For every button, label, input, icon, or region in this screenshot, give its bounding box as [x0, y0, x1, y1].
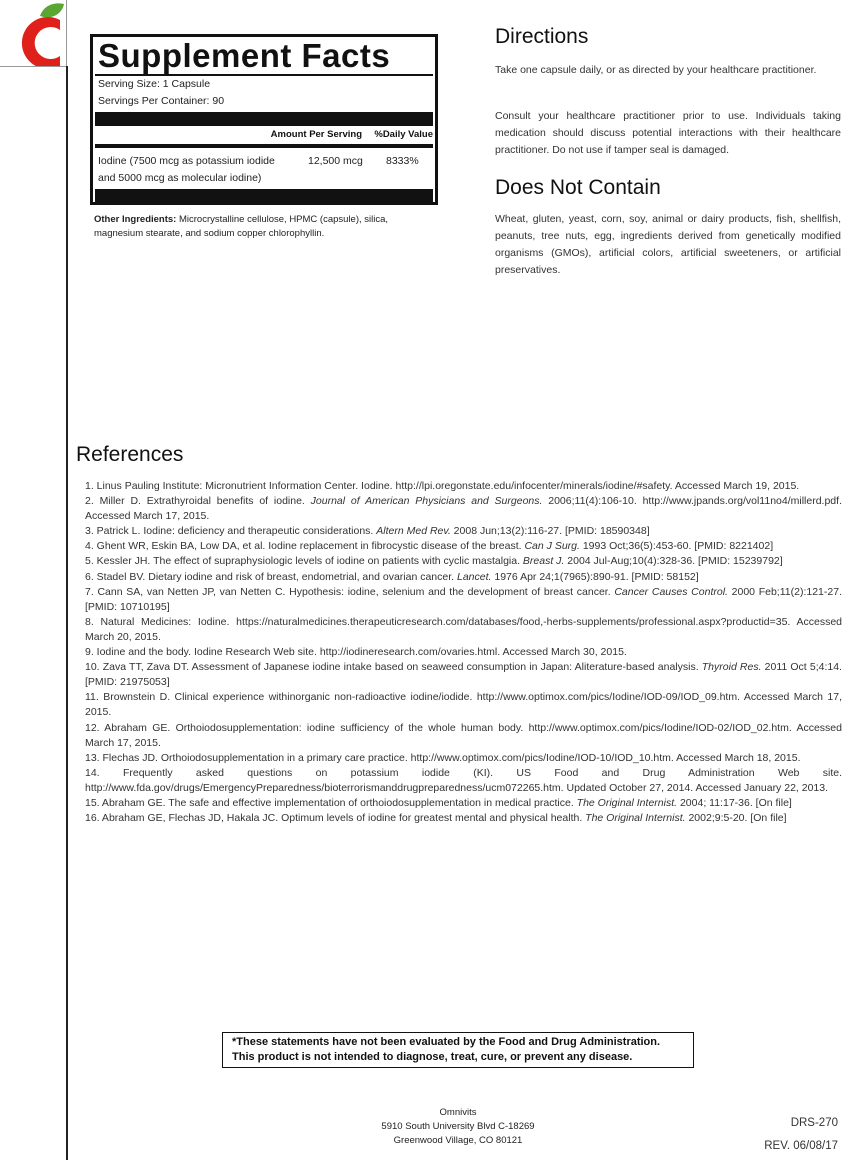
supplement-facts-title: Supplement Facts [98, 37, 391, 74]
brand-logo [0, 0, 67, 67]
reference-item: 6. Stadel BV. Dietary iodine and risk of breast, endometrial, and ovarian cancer. Lancet. 1976 Apr 24;1(7965):890-91. [PMID: 58152] [85, 570, 699, 583]
reference-item: 9. Iodine and the body. Iodine Research Web site. http://iodineresearch.com/ovaries.html. Accessed March 30, 2015. [85, 646, 627, 659]
ingredient-amount: 12,500 mcg [308, 155, 363, 167]
reference-item: 1. Linus Pauling Institute: Micronutrient Information Center. Iodine. http://lpi.oregonstate.edu/infocenter/minerals/iodine/#safety. Accessed March 19, 2015. [85, 480, 800, 492]
header-daily-value: %Daily Value [374, 129, 433, 140]
apple-logo-icon [0, 0, 66, 66]
reference-item: 11. Brownstein D. Clinical experience withinorganic non-radioactive iodine/iodide. http://www.optimox.com/pics/Iodine/IOD-09/IOD_09.htm. Accessed March 17, 2015. [85, 691, 842, 719]
thick-divider [95, 189, 433, 203]
disclaimer-line-2: This product is not intended to diagnose, treat, cure, or prevent any disease. [232, 1051, 633, 1063]
directions-heading: Directions [495, 25, 589, 48]
servings-per-container: Servings Per Container: 90 [98, 95, 225, 107]
references-heading: References [76, 443, 184, 466]
reference-item: 15. Abraham GE. The safe and effective implementation of orthoiodosupplementation in medical practice. The Original Internist. 2004; 11:17-36. [On file] [85, 796, 792, 809]
left-margin-rule [66, 66, 68, 1160]
other-ingredients-text: Microcrystalline cellulose, HPMC (capsule), silica, magnesium stearate, and sodium copper chlorophyllin. [94, 214, 389, 239]
ingredient-name-continued: and 5000 mcg as molecular iodine) [98, 172, 262, 184]
directions-text: Take one capsule daily, or as directed by your healthcare practitioner. [495, 64, 817, 76]
revision-date: REV. 06/08/17 [764, 1140, 838, 1152]
reference-item: 8. Natural Medicines: Iodine. https://naturalmedicines.therapeuticresearch.com/databases/food,-herbs-supplements/professional.aspx?productid=35. Accessed March 20, 2015. [85, 615, 842, 643]
document-code: DRS-270 [790, 1117, 838, 1129]
references-list [85, 479, 842, 826]
company-name: Omnivits [439, 1107, 477, 1118]
reference-item: 13. Flechas JD. Orthoiodosupplementation in a primary care practice. http://www.optimox.com/pics/Iodine/IOD-10/IOD_10.htm. Accessed March 18, 2015. [85, 751, 801, 764]
divider [95, 74, 433, 76]
reference-item: 10. Zava TT, Zava DT. Assessment of Japanese iodine intake based on seaweed consumption in Japan: Aliterature-based analysis. Thyroid Res. 2011 Oct 5;4:14. [PMID: 21975053] [85, 661, 842, 689]
disclaimer-line-1: *These statements have not been evaluated by the Food and Drug Administration. [232, 1036, 661, 1048]
serving-size: Serving Size: 1 Capsule [98, 78, 211, 90]
ingredient-name: Iodine (7500 mcg as potassium iodide [98, 155, 275, 167]
reference-item: 3. Patrick L. Iodine: deficiency and therapeutic considerations. Altern Med Rev. 2008 Jun;13(2):116-27. [PMID: 18590348] [85, 525, 650, 538]
reference-item: 5. Kessler JH. The effect of supraphysiologic levels of iodine on patients with cyclic mastalgia. Breast J. 2004 Jul-Aug;10(4):328-36. [PMID: 15239792] [85, 555, 783, 568]
thick-divider [95, 112, 433, 126]
fda-disclaimer [222, 1032, 694, 1068]
consult-text: Consult your healthcare practitioner prior to use. Individuals taking medication should discuss potential interactions with their healthcare practitioner. Do not use if tamper seal is damaged. [495, 110, 841, 156]
does-not-contain-text: Wheat, gluten, yeast, corn, soy, animal or dairy products, fish, shellfish, peanuts, tree nuts, egg, ingredients derived from genetically modified organisms (GMOs), artificial colors, artificial sweeteners, or artificial preservatives. [495, 213, 841, 276]
reference-item: 12. Abraham GE. Orthoiodosupplementation: iodine sufficiency of the whole human body. http://www.optimox.com/pics/Iodine/IOD-02/IOD_02.htm. Accessed March 17, 2015. [85, 721, 842, 749]
other-ingredients-label: Other Ingredients: [94, 214, 177, 225]
reference-item: 16. Abraham GE, Flechas JD, Hakala JC. Optimum levels of iodine for greatest mental and physical health. The Original Internist. 2002;9:5-20. [On file] [85, 812, 787, 825]
reference-item: 4. Ghent WR, Eskin BA, Low DA, et al. Iodine replacement in fibrocystic disease of the breast. Can J Surg. 1993 Oct;36(5):453-60. [PMID: 8221402] [85, 540, 774, 553]
reference-item: 2. Miller D. Extrathyroidal benefits of iodine. Journal of American Physicians and Surgeons. 2006;11(4):106-10. http://www.jpands.org/vol11no4/millerd.pdf. Accessed March 17, 2015. [85, 495, 842, 523]
city-address: Greenwood Village, CO 80121 [393, 1135, 523, 1146]
header-amount-per-serving: Amount Per Serving [270, 129, 362, 140]
reference-item: 14. Frequently asked questions on potassium iodide (KI). US Food and Drug Administration Web site. http://www.fda.gov/drugs/EmergencyPreparedness/bioterrorismanddrugpreparedness/ucm072265.htm. Updated October 27, 2014. Accessed January 22, 2013. [85, 766, 842, 794]
ingredient-daily-value: 8333% [386, 155, 419, 167]
reference-item: 7. Cann SA, van Netten JP, van Netten C. Hypothesis: iodine, selenium and the development of breast cancer. Cancer Causes Control. 2000 Feb;11(2):121-27. [PMID: 10710195] [85, 585, 842, 613]
street-address: 5910 South University Blvd C-18269 [381, 1121, 535, 1132]
company-address [358, 1106, 558, 1148]
divider [95, 144, 433, 148]
does-not-contain-heading: Does Not Contain [495, 176, 661, 199]
supplement-facts-panel [90, 34, 438, 205]
other-ingredients [94, 213, 438, 241]
